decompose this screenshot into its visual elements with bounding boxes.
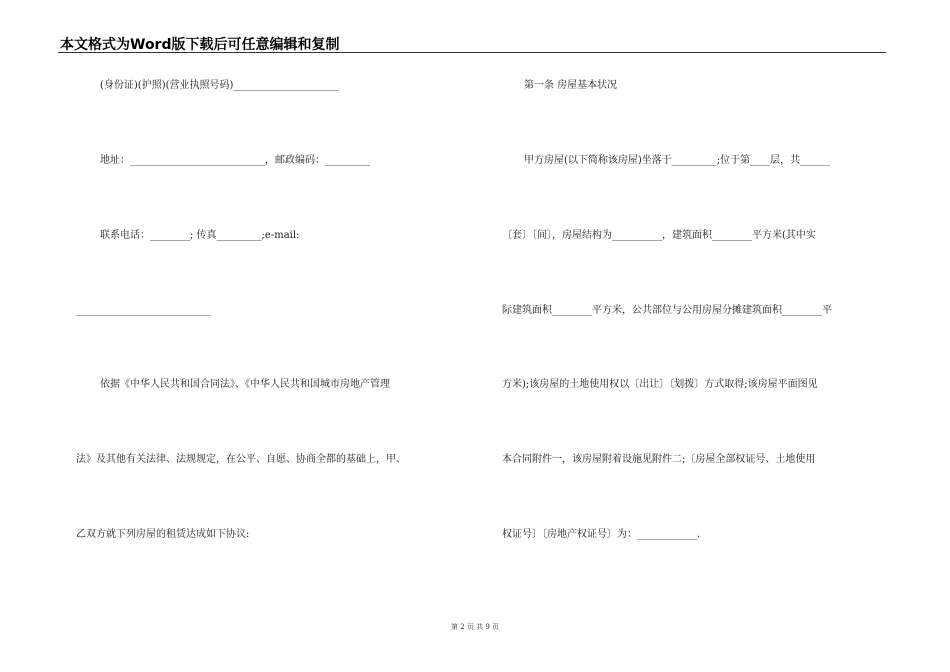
left-line-id-number: (身份证)(护照)(营业执照号码)_____________________ — [100, 80, 339, 91]
document-header-title: 本文格式为Word版下载后可任意编辑和复制 — [60, 37, 340, 53]
right-line-certificate: 权证号〕〔房地产权证号〕为：____________. — [502, 529, 701, 540]
left-line-legal-basis-3: 乙双方就下列房屋的租赁达成如下协议: — [76, 529, 250, 540]
left-line-address: 地址：___________________________，邮政编码：_________ — [100, 155, 370, 166]
right-line-attachments: 本合同附件一，该房屋附着设施见附件二;〔房屋全部权证号、土地使用 — [502, 454, 816, 465]
left-line-blank: ___________________________ — [76, 305, 211, 316]
right-line-structure: 〔套〕〔间〕，房屋结构为__________，建筑面积________平方米(其中实 — [502, 230, 816, 241]
right-line-land-use: 方米);该房屋的土地使用权以〔出让〕〔划拨〕方式取得;该房屋平面图见 — [502, 379, 818, 390]
right-line-article-title: 第一条 房屋基本状况 — [524, 80, 618, 91]
left-line-contact: 联系电话：________; 传真_________;e-mail: — [100, 230, 300, 241]
page-number: 第 2 页 共 9 页 — [450, 623, 500, 631]
left-line-legal-basis-2: 法》及其他有关法律、法规规定，在公平、自愿、协商全都的基础上，甲、 — [76, 454, 406, 465]
left-line-legal-basis-1: 依据《中华人民共和国合同法》、《中华人民共和国城市房地产管理 — [100, 379, 390, 390]
header-divider — [58, 52, 886, 53]
right-line-area: 际建筑面积________平方米，公共部位与公用房屋分摊建筑面积________平 — [502, 305, 832, 316]
right-line-location: 甲方房屋(以下简称该房屋)坐落于_________;位于第____层，共______ — [524, 155, 831, 166]
